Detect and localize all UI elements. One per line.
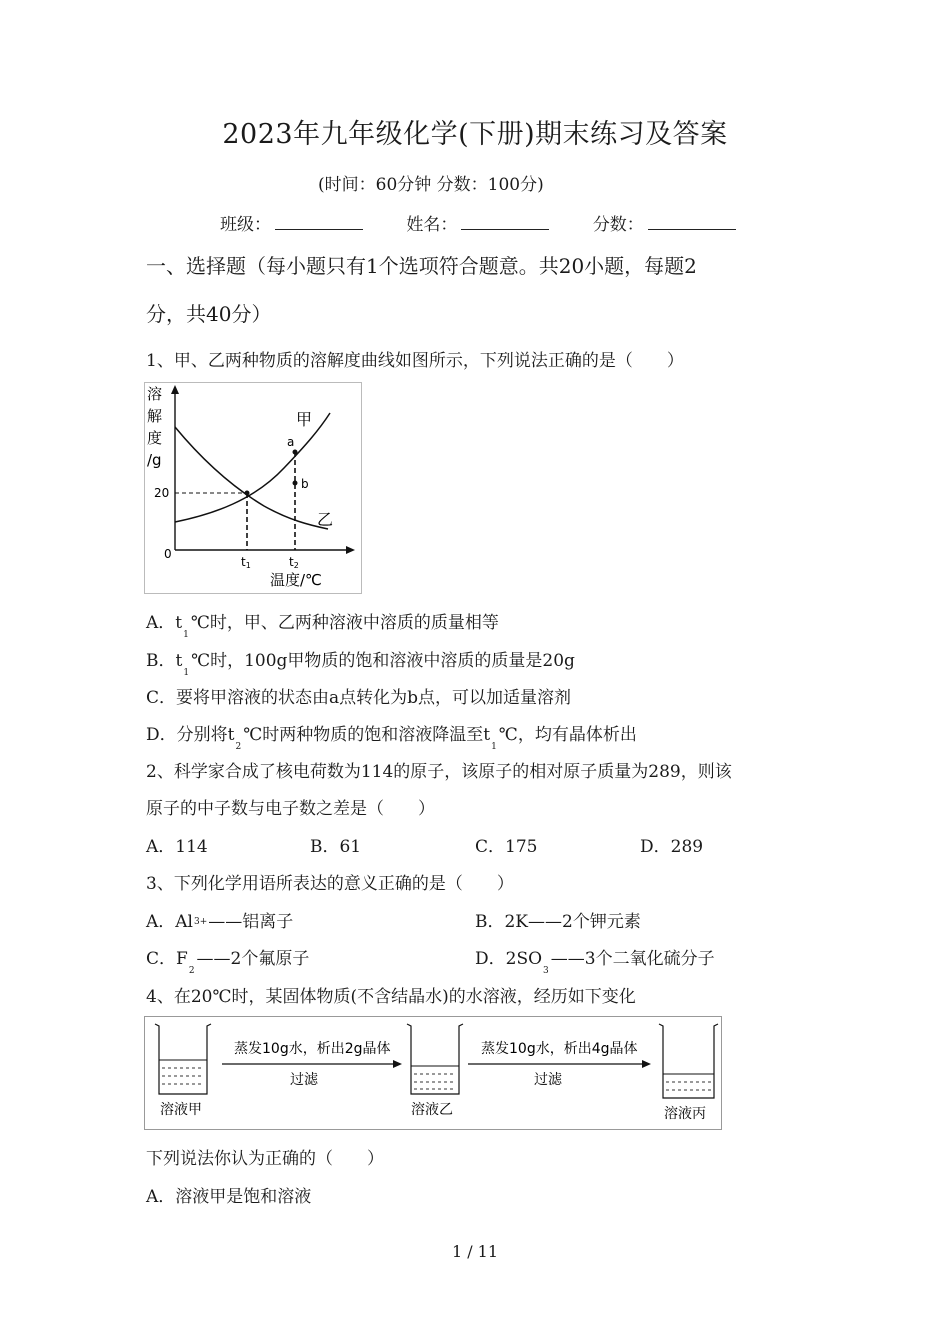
section-heading: 一、选择题（每小题只有1个选项符合题意。共20小题，每题2 xyxy=(146,254,697,278)
question-2-stem-cont: 原子的中子数与电子数之差是（ ） xyxy=(146,799,435,819)
score-label: 分数： xyxy=(592,215,644,235)
q2-option-c: C．175 xyxy=(475,837,538,857)
q3-option-a: A．Al3+——铝离子 xyxy=(146,912,294,932)
step1-filter: 过滤 xyxy=(290,1072,318,1088)
class-label: 班级： xyxy=(220,215,271,235)
evaporation-diagram xyxy=(144,1016,722,1134)
q3-option-b: B．2K——2个钾元素 xyxy=(475,912,641,932)
x-tick-t2: t2 xyxy=(289,555,299,570)
question-1-stem: 1、甲、乙两种物质的溶解度曲线如图所示，下列说法正确的是（ ） xyxy=(146,351,684,371)
question-4-stem: 4、在20℃时，某固体物质(不含结晶水)的水溶液，经历如下变化 xyxy=(146,987,636,1007)
beaker-bing-label: 溶液丙 xyxy=(664,1106,706,1122)
step2-label: 蒸发10g水，析出4g晶体 xyxy=(481,1041,638,1057)
point-b-label: b xyxy=(301,477,309,491)
y-axis-label-char: 度 xyxy=(147,429,163,447)
q1-option-d: D．分别将$t_2℃$时两种物质的饱和溶液降温至$t_1℃$，均有晶体析出 xyxy=(146,725,637,752)
beaker-yi-label: 溶液乙 xyxy=(411,1102,453,1118)
solubility-chart-svg xyxy=(144,382,362,594)
q3-option-c: C．$F_2——2$个氟原子 xyxy=(146,949,310,976)
name-label: 姓名： xyxy=(406,215,458,235)
series-yi-label: 乙 xyxy=(317,510,334,529)
y-tick-20: 20 xyxy=(154,486,170,500)
y-axis-label-char: 溶 xyxy=(147,385,163,403)
point-b xyxy=(293,481,298,486)
y-axis-label-char: 解 xyxy=(147,407,163,425)
point-a xyxy=(293,450,298,455)
page-number: 1 / 11 xyxy=(451,1242,499,1261)
class-field[interactable] xyxy=(275,215,363,230)
question-4-prompt: 下列说法你认为正确的（ ） xyxy=(146,1149,384,1169)
q1-option-a: A．$t_1℃$时，甲、乙两种溶液中溶质的质量相等 xyxy=(146,613,499,640)
q1-option-c: C．要将甲溶液的状态由a点转化为b点，可以加适量溶剂 xyxy=(146,688,572,708)
y-axis-label-char: /g xyxy=(147,451,162,469)
q3-option-d: D．$2SO_3——3$个二氧化硫分子 xyxy=(475,949,715,976)
origin-label: 0 xyxy=(164,547,172,561)
point-a-label: a xyxy=(287,435,295,449)
page-title: 2023年九年级化学(下册)期末练习及答案 xyxy=(222,119,728,150)
q2-option-b: B．61 xyxy=(310,837,362,857)
exam-subtitle: (时间：60分钟 分数：100分) xyxy=(318,175,544,195)
intersection-point xyxy=(245,491,250,496)
student-info-row xyxy=(220,210,740,235)
name-field[interactable] xyxy=(461,215,549,230)
q2-option-d: D．289 xyxy=(640,837,704,857)
score-field[interactable] xyxy=(648,215,736,230)
question-3-stem: 3、下列化学用语所表达的意义正确的是（ ） xyxy=(146,874,514,894)
beaker-jia-label: 溶液甲 xyxy=(160,1102,202,1118)
q1-option-b: B．$t_1℃$时，100g甲物质的饱和溶液中溶质的质量是20g xyxy=(146,651,575,678)
series-jia-label: 甲 xyxy=(296,410,313,429)
step2-filter: 过滤 xyxy=(534,1072,562,1088)
step1-label: 蒸发10g水，析出2g晶体 xyxy=(234,1041,391,1057)
question-2-stem: 2、科学家合成了核电荷数为114的原子，该原子的相对原子质量为289，则该 xyxy=(146,762,732,782)
solubility-chart xyxy=(144,382,362,598)
q4-option-a: A．溶液甲是饱和溶液 xyxy=(146,1187,312,1207)
x-tick-t1: t1 xyxy=(241,555,251,570)
x-axis-label: 温度/℃ xyxy=(270,571,322,589)
q2-option-a: A．114 xyxy=(146,837,208,857)
evaporation-diagram-svg xyxy=(144,1016,722,1130)
section-heading-cont: 分，共40分） xyxy=(146,302,272,326)
